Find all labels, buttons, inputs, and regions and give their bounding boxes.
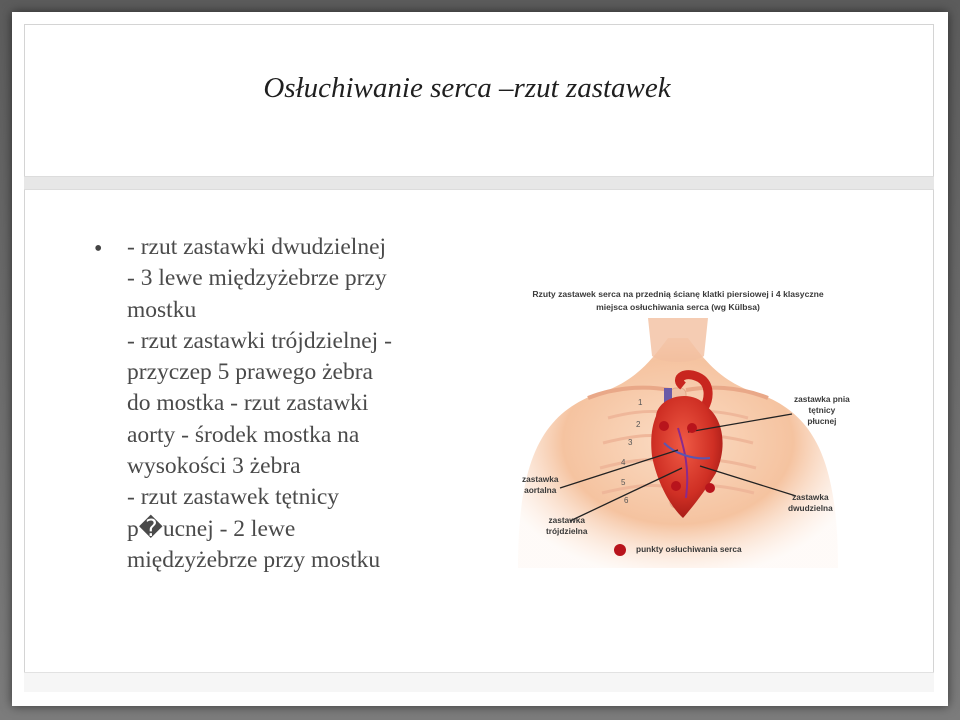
label-line: tętnicy xyxy=(808,405,836,415)
label-line: płucnej xyxy=(807,416,837,426)
label-line: zastawka xyxy=(792,492,829,502)
figure-caption-line: miejsca osłuchiwania serca (wg Külbsa) xyxy=(596,302,760,312)
neck-shape xyxy=(648,318,708,362)
label-line: trójdzielna xyxy=(546,526,588,536)
chest-heart-illustration xyxy=(478,278,878,578)
label-pulmonary-valve xyxy=(794,394,850,427)
body-text xyxy=(127,232,457,576)
rib-number: 2 xyxy=(636,420,641,429)
body-text-line: - rzut zastawki dwudzielnej xyxy=(127,234,387,260)
body-text-line: do mostka - rzut zastawki xyxy=(127,390,369,417)
body-text-line: mostku xyxy=(127,296,197,323)
rib-number: 5 xyxy=(621,478,626,487)
auscultation-point xyxy=(659,421,669,431)
label-line: zastawka pnia xyxy=(794,394,850,404)
body-text-line: wysokości 3 żebra xyxy=(127,453,301,480)
auscultation-point xyxy=(705,483,715,493)
legend-label: punkty osłuchiwania serca xyxy=(636,544,742,554)
title-separator-band xyxy=(24,176,934,190)
rib-number: 6 xyxy=(624,496,629,505)
rib-number: 4 xyxy=(621,458,626,467)
legend-marker xyxy=(614,544,626,556)
body-text-line: - rzut zastawek tętnicy xyxy=(127,484,340,511)
label-mitral-valve xyxy=(788,492,833,514)
footer-band xyxy=(24,672,934,692)
slide-title: Osłuchiwanie serca –rzut zastawek xyxy=(263,72,671,104)
label-tricuspid-valve xyxy=(546,515,588,537)
label-line: zastawka xyxy=(522,474,559,484)
body-text-line: p�ucnej - 2 lewe xyxy=(127,515,296,542)
heart-valves-figure xyxy=(478,278,878,578)
label-line: zastawka xyxy=(548,515,585,525)
rib-number: 3 xyxy=(628,438,633,447)
label-aortic-valve xyxy=(522,474,558,496)
rib-number: 1 xyxy=(638,398,643,407)
bullet-marker: • xyxy=(94,236,103,262)
auscultation-point xyxy=(671,481,681,491)
body-text-line: - 3 lewe międzyżebrze przy xyxy=(127,265,387,292)
body-text-line: przyczep 5 prawego żebra xyxy=(127,359,373,386)
figure-caption-line: Rzuty zastawek serca na przednią ścianę klatki piersiowej i 4 klasyczne xyxy=(532,289,824,299)
auscultation-point xyxy=(687,423,697,433)
body-text-line: - rzut zastawki trójdzielnej - xyxy=(127,327,392,354)
label-line: aortalna xyxy=(524,485,557,495)
label-line: dwudzielna xyxy=(788,503,833,513)
body-text-line: międzyżebrze przy mostku xyxy=(127,546,381,573)
body-text-line: aorty - środek mostka na xyxy=(127,421,360,448)
